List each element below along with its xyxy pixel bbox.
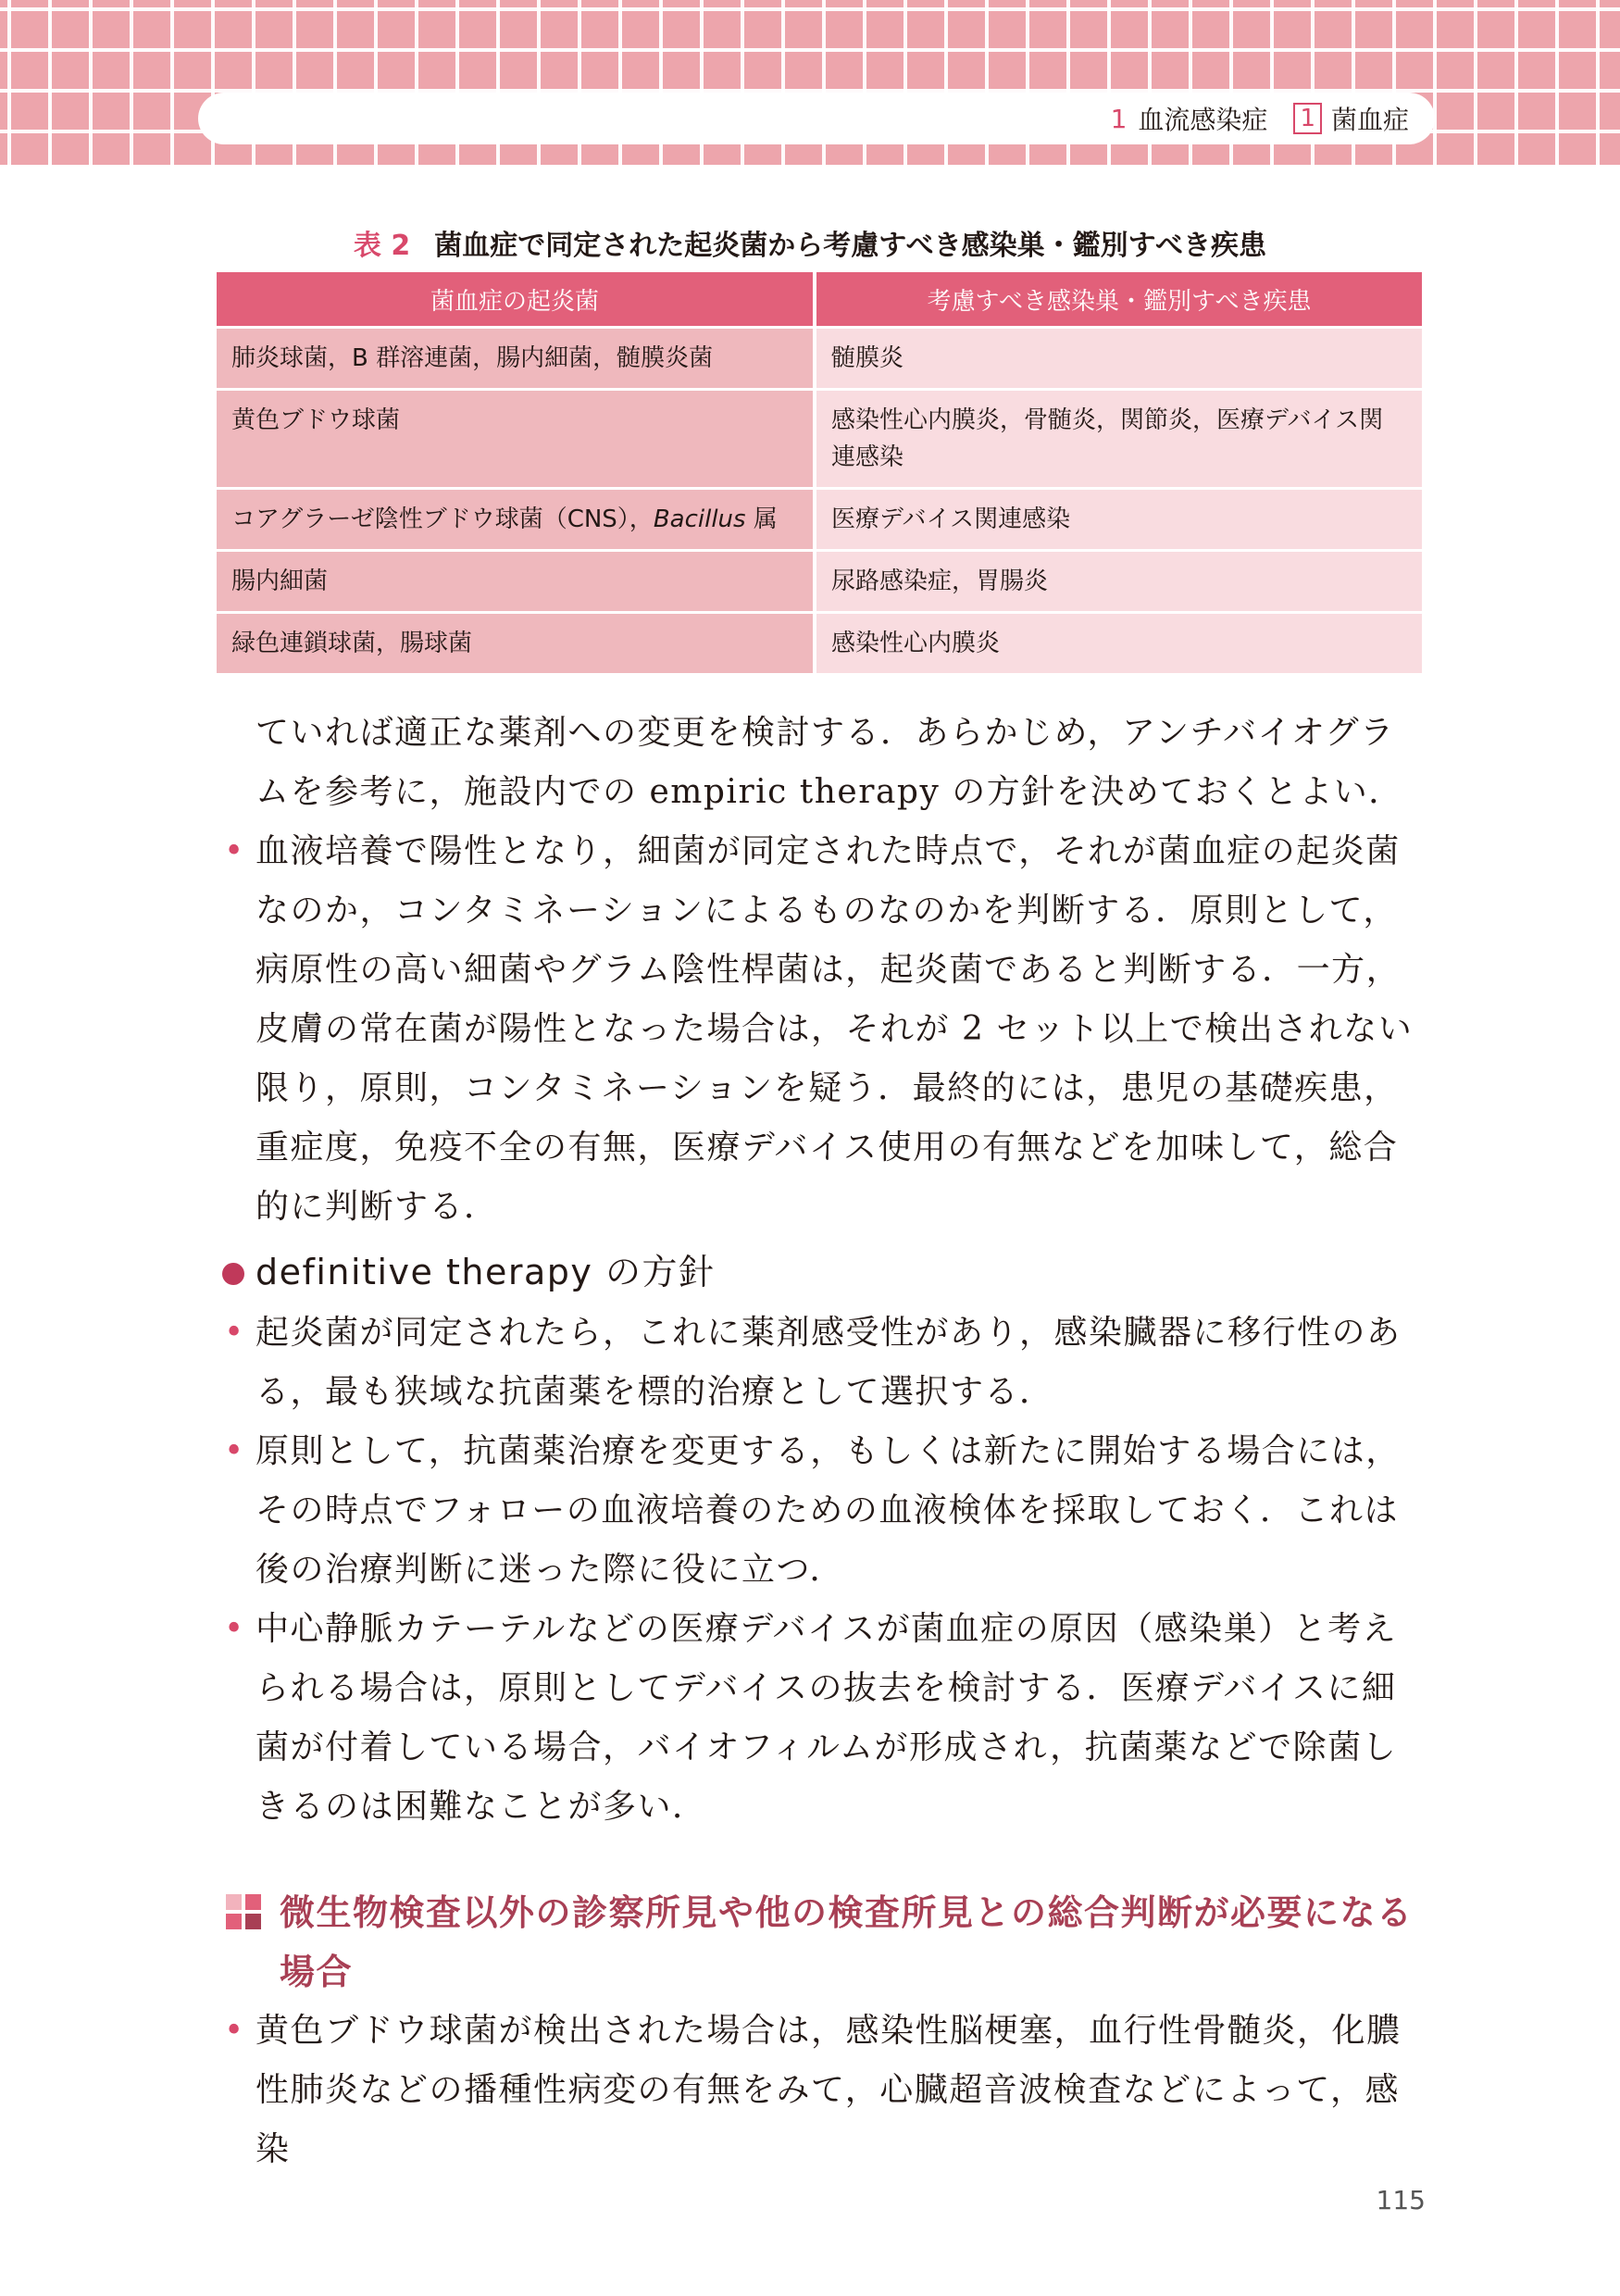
bullet-paragraph: • 原則として，抗菌薬治療を変更する，もしくは新たに開始する場合には，その時点でフォローの血液培養のための血液検体を採取しておく．これは後の治療判断に迷った際に役に立つ． <box>222 1422 1426 1600</box>
disease-cell: 尿路感染症，胃腸炎 <box>815 551 1422 613</box>
subheading-definitive-therapy <box>222 1242 1426 1302</box>
page-number: 115 <box>1376 2185 1426 2215</box>
continued-paragraph: ていれば適正な薬剤への変更を検討する．あらかじめ，アンチバイオグラムを参考に，施設内での empiric therapy の方針を決めておくとよい． <box>255 714 1403 811</box>
bullet-paragraph: • 起炎菌が同定されたら，これに薬剤感受性があり，感染臓器に移行性のある，最も狭域な抗菌薬を標的治療として選択する． <box>222 1304 1426 1422</box>
section-heading-text: 微生物検査以外の診察所見や他の検査所見との総合判断が必要になる場合 <box>280 1892 1414 1992</box>
table-header-row <box>217 272 1422 328</box>
disease-cell: 髄膜炎 <box>815 328 1422 390</box>
organism-text: コアグラーゼ陰性ブドウ球菌（CNS）， <box>231 505 654 533</box>
section-number-box: 1 <box>1293 103 1322 134</box>
chapter-number: 1 <box>1110 103 1128 134</box>
table-caption <box>0 222 1620 263</box>
table-row <box>217 613 1422 674</box>
bullet-dot-icon <box>222 1263 244 1285</box>
body-text <box>222 704 1426 2179</box>
column-header-disease: 考慮すべき感染巣・鑑別すべき疾患 <box>815 272 1422 328</box>
chapter-title: 血流感染症 <box>1138 105 1268 135</box>
organism-disease-table <box>217 272 1422 673</box>
table-row <box>217 390 1422 489</box>
organism-cell: 緑色連鎖球菌，腸球菌 <box>217 613 815 674</box>
disease-cell: 医療デバイス関連感染 <box>815 489 1422 551</box>
header-grid-band <box>0 0 1620 165</box>
table-row <box>217 489 1422 551</box>
column-header-organism: 菌血症の起炎菌 <box>217 272 815 328</box>
running-header <box>198 93 1435 144</box>
section-heading-icon <box>226 1894 261 1929</box>
bullet-paragraph: • 血液培養で陽性となり，細菌が同定された時点で，それが菌血症の起炎菌なのか，コンタミネーションによるものなのかを判断する．原則として，病原性の高い細菌やグラム陰性桿菌は，起炎菌であると判断する．一方，皮膚の常在菌が陽性となった場合は，それが 2 セット以上で検出されない限り，原則，コンタミネーションを疑う．最終的には，患児の基礎疾患，重症度，免疫不全の有無，医療デバイス使用の有無などを加味して，総合的に判断する． <box>222 822 1426 1237</box>
disease-cell: 感染性心内膜炎 <box>815 613 1422 674</box>
organism-cell: 肺炎球菌，B 群溶連菌，腸内細菌，髄膜炎菌 <box>217 328 815 390</box>
table-row <box>217 328 1422 390</box>
table-label: 表 2 <box>353 230 411 262</box>
section-title: 菌血症 <box>1330 105 1409 135</box>
organism-cell <box>217 489 815 551</box>
organism-suffix: 属 <box>745 505 778 533</box>
bullet-paragraph: • 黄色ブドウ球菌が検出された場合は，感染性脳梗塞，血行性骨髄炎，化膿性肺炎などの播種性病変の有無をみて，心臓超音波検査などによって，感染 <box>222 2002 1426 2179</box>
bullet-paragraph: • 中心静脈カテーテルなどの医療デバイスが菌血症の原因（感染巣）と考えられる場合は，原則としてデバイスの抜去を検討する．医療デバイスに細菌が付着している場合，バイオフィルムが形成され，抗菌薬などで除菌しきるのは困難なことが多い． <box>222 1600 1426 1837</box>
section-heading <box>222 1883 1426 2002</box>
organism-cell: 黄色ブドウ球菌 <box>217 390 815 489</box>
table-row <box>217 551 1422 613</box>
table-caption-text: 菌血症で同定された起炎菌から考慮すべき感染巣・鑑別すべき疾患 <box>434 230 1267 262</box>
organism-italic-genus: Bacillus <box>653 505 746 533</box>
organism-cell: 腸内細菌 <box>217 551 815 613</box>
disease-cell: 感染性心内膜炎，骨髄炎，関節炎，医療デバイス関連感染 <box>815 390 1422 489</box>
subheading-text: definitive therapy の方針 <box>255 1252 716 1292</box>
